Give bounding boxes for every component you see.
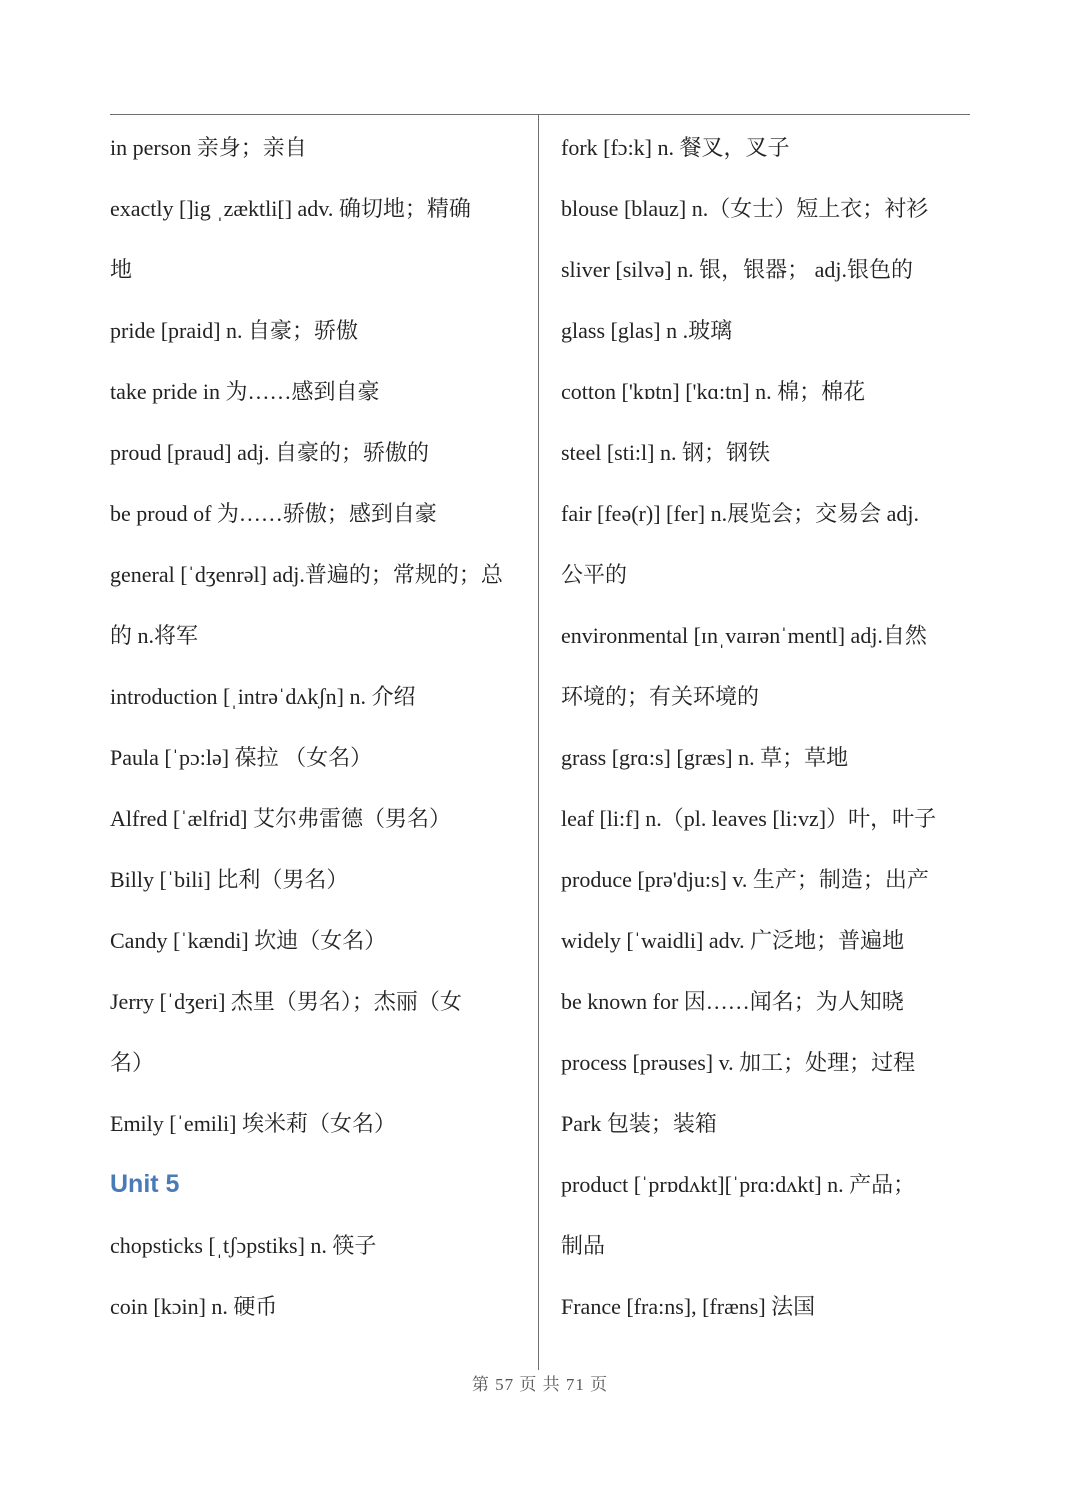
vocab-entry-paula: Paula [ˈpɔ:lə] 葆拉 （女名） bbox=[110, 745, 373, 770]
vocab-entry-emily: Emily [ˈemili] 埃米莉（女名） bbox=[110, 1111, 396, 1136]
vocab-entry-billy: Billy [ˈbili] 比利（男名） bbox=[110, 867, 349, 892]
vocab-entry-jerry: Jerry [ˈdʒeri] 杰里（男名）；杰丽（女 bbox=[110, 989, 462, 1014]
vocab-entry-in-person: in person 亲身；亲自 bbox=[110, 135, 307, 160]
unit-heading: Unit 5 bbox=[110, 1170, 180, 1198]
vocab-entry-widely: widely [ˈwaidli] adv. 广泛地；普遍地 bbox=[561, 928, 905, 953]
page-number-footer: 第 57 页 共 71 页 bbox=[471, 1375, 609, 1394]
vocab-entry-proud: proud [praud] adj. 自豪的；骄傲的 bbox=[110, 440, 429, 465]
vocab-entry-be-proud-of: be proud of 为……骄傲；感到自豪 bbox=[110, 501, 437, 526]
vocab-entry-product: product [ˈprɒdʌkt][ˈprɑ:dʌkt] n. 产品； bbox=[561, 1172, 916, 1197]
vocab-entry-fair-continued: 公平的 bbox=[561, 562, 628, 587]
vocab-entry-chopsticks: chopsticks [ˌtʃɔpstiks] n. 筷子 bbox=[110, 1233, 377, 1258]
vocab-entry-product-continued: 制品 bbox=[561, 1233, 606, 1258]
vocab-entry-exactly-continued: 地 bbox=[110, 257, 133, 282]
vocab-entry-glass: glass [glas] n .玻璃 bbox=[561, 318, 733, 343]
left-column bbox=[110, 117, 525, 1337]
vocab-entry-fair: fair [feə(r)] [fer] n.展览会；交易会 adj. bbox=[561, 501, 919, 526]
vocab-entry-exactly: exactly []ig ˌzæktli[] adv. 确切地；精确 bbox=[110, 196, 471, 221]
top-rule bbox=[110, 114, 970, 115]
vocab-entry-alfred: Alfred [ˈælfrid] 艾尔弗雷德（男名） bbox=[110, 806, 451, 831]
vocab-entry-leaf: leaf [li:f] n.（pl. leaves [li:vz]）叶，叶子 bbox=[561, 806, 937, 831]
vocab-entry-france: France [fra:ns], [fræns] 法国 bbox=[561, 1294, 816, 1319]
vocab-entry-take-pride-in: take pride in 为……感到自豪 bbox=[110, 379, 380, 404]
vocab-entry-introduction: introduction [ˌintrəˈdʌkʃn] n. 介绍 bbox=[110, 684, 416, 709]
vocab-entry-produce: produce [prə'dju:s] v. 生产；制造；出产 bbox=[561, 867, 929, 892]
vocab-entry-cotton: cotton ['kɒtn] ['kɑ:tn] n. 棉；棉花 bbox=[561, 379, 866, 404]
vocab-entry-coin: coin [kɔin] n. 硬币 bbox=[110, 1294, 278, 1319]
vocab-entry-blouse: blouse [blauz] n.（女士）短上衣；衬衫 bbox=[561, 196, 929, 221]
vocab-entry-candy: Candy [ˈkændi] 坎迪（女名） bbox=[110, 928, 387, 953]
vocab-entry-sliver: sliver [silvə] n. 银，银器； adj.银色的 bbox=[561, 257, 913, 282]
vocab-entry-environmental: environmental [ɪnˌvaɪrənˈmentl] adj.自然 bbox=[561, 623, 927, 648]
vocab-entry-be-known-for: be known for 因……闻名；为人知晓 bbox=[561, 989, 904, 1014]
column-divider bbox=[538, 114, 539, 1370]
vocab-entry-steel: steel [sti:l] n. 钢；钢铁 bbox=[561, 440, 770, 465]
vocab-entry-general-continued: 的 n.将军 bbox=[110, 623, 199, 648]
vocab-entry-jerry-continued: 名） bbox=[110, 1050, 155, 1075]
vocab-entry-fork: fork [fɔ:k] n. 餐叉，叉子 bbox=[561, 135, 790, 160]
vocab-entry-grass: grass [grɑ:s] [græs] n. 草；草地 bbox=[561, 745, 849, 770]
vocab-entry-park: Park 包装；装箱 bbox=[561, 1111, 717, 1136]
vocab-entry-pride: pride [praid] n. 自豪；骄傲 bbox=[110, 318, 359, 343]
vocab-entry-process: process [prəuses] v. 加工；处理；过程 bbox=[561, 1050, 916, 1075]
vocab-entry-environmental-continued: 环境的；有关环境的 bbox=[561, 684, 760, 709]
right-column bbox=[561, 117, 973, 1337]
vocab-entry-general: general [ˈdʒenrəl] adj.普遍的；常规的；总 bbox=[110, 562, 503, 587]
